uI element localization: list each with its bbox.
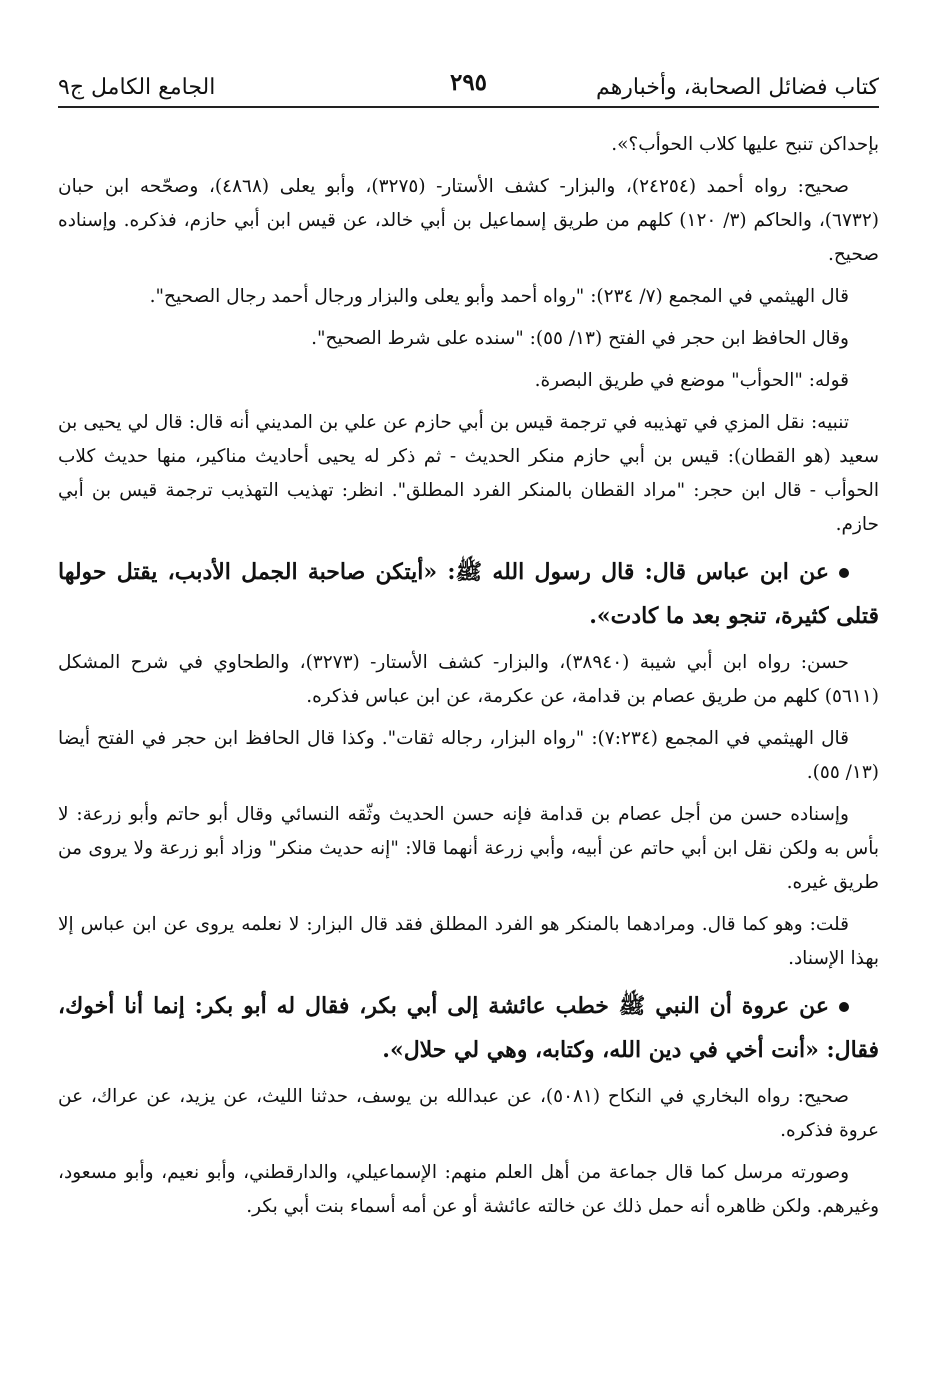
- page-number: ٢٩٥: [449, 69, 488, 96]
- text-paragraph: صحيح: رواه البخاري في النكاح (٥٠٨١)، عن عبدالله بن يوسف، حدثنا الليث، عن يزيد، عن عراك، عن عروة فذكره.: [58, 1086, 879, 1141]
- running-head: [58, 60, 879, 100]
- book-volume-title: الجامع الكامل ج٩: [58, 75, 216, 100]
- text-paragraph: تنبيه: نقل المزي في تهذيبه في ترجمة قيس بن أبي حازم عن علي بن المديني أنه قال: قال لي يحيى بن سعيد (هو القطان): قيس بن أبي حازم منكر الحديث - ثم ذكر له يحيى أحاديث مناكير، منها حديث كلاب الحوأب - قال ابن حجر: "مراد القطان بالمنكر الفرد المطلق". انظر: تهذيب التهذيب ترجمة قيس بن أبي حازم.: [58, 412, 879, 535]
- page-body: [58, 128, 879, 1232]
- hadith-paragraph: [58, 984, 879, 1072]
- text-paragraph: قال الهيثمي في المجمع (٧:٢٣٤): "رواه البزار، رجاله ثقات". وكذا قال الحافظ ابن حجر في الفتح أيضا (١٣/ ٥٥).: [58, 728, 879, 783]
- bullet-icon: [839, 568, 849, 578]
- text-paragraph: قوله: "الحوأب" موضع في طريق البصرة.: [534, 370, 849, 391]
- text-paragraph: وإسناده حسن من أجل عصام بن قدامة فإنه حسن الحديث وثّقه النسائي وقال أبو حاتم وأبو زرعة: لا بأس به ولكن نقل ابن أبي حاتم عن أبيه، وأبي زرعة أنهما قالا: "إنه حديث منكر" وزاد أبو زرعة ولا يروى من طريق غيره.: [58, 804, 879, 893]
- text-paragraph: صحيح: رواه أحمد (٢٤٢٥٤)، والبزار- كشف الأستار- (٣٢٧٥)، وأبو يعلى (٤٨٦٨)، وصحّحه ابن حبان (٦٧٣٢)، والحاكم (٣/ ١٢٠) كلهم من طريق إسماعيل بن أبي خالد، عن قيس ابن أبي حازم، فذكره. وإسناده صحيح.: [58, 176, 879, 265]
- hadith-text: عن عروة أن النبي ﷺ خطب عائشة إلى أبي بكر، فقال له أبو بكر: إنما أنا أخوك، فقال: «أنت أخي في دين الله، وكتابه، وهي لي حلال».: [58, 993, 879, 1063]
- text-paragraph: قال الهيثمي في المجمع (٧/ ٢٣٤): "رواه أحمد وأبو يعلى والبزار ورجال أحمد رجال الصحيح".: [149, 286, 849, 307]
- text-paragraph: حسن: رواه ابن أبي شيبة (٣٨٩٤٠)، والبزار- كشف الأستار- (٣٢٧٣)، والطحاوي في شرح المشكل (٥٦١١) كلهم من طريق عصام بن قدامة، عن عكرمة، عن ابن عباس فذكره.: [58, 652, 879, 707]
- text-paragraph: وصورته مرسل كما قال جماعة من أهل العلم منهم: الإسماعيلي، والدارقطني، وأبو نعيم، وأبو مسعود، وغيرهم. ولكن ظاهره أنه حمل ذلك عن خالته عائشة أو عن أمه أسماء بنت أبي بكر.: [58, 1162, 879, 1217]
- book-section-title: كتاب فضائل الصحابة، وأخبارهم: [596, 75, 879, 100]
- hadith-paragraph: [58, 550, 879, 638]
- bullet-icon: [839, 1002, 849, 1012]
- text-paragraph: بإحداكن تنبح عليها كلاب الحوأب؟».: [611, 134, 879, 155]
- hadith-text: عن ابن عباس قال: قال رسول الله ﷺ: «أيتكن صاحبة الجمل الأدبب، يقتل حولها قتلى كثيرة، تنجو بعد ما كادت».: [58, 559, 879, 629]
- header-divider: [58, 106, 879, 108]
- text-paragraph: وقال الحافظ ابن حجر في الفتح (١٣/ ٥٥): "سنده على شرط الصحيح".: [311, 328, 849, 349]
- text-paragraph: قلت: وهو كما قال. ومرادهما بالمنكر هو الفرد المطلق فقد قال البزار: لا نعلمه يروى عن ابن عباس إلا بهذا الإسناد.: [58, 914, 879, 969]
